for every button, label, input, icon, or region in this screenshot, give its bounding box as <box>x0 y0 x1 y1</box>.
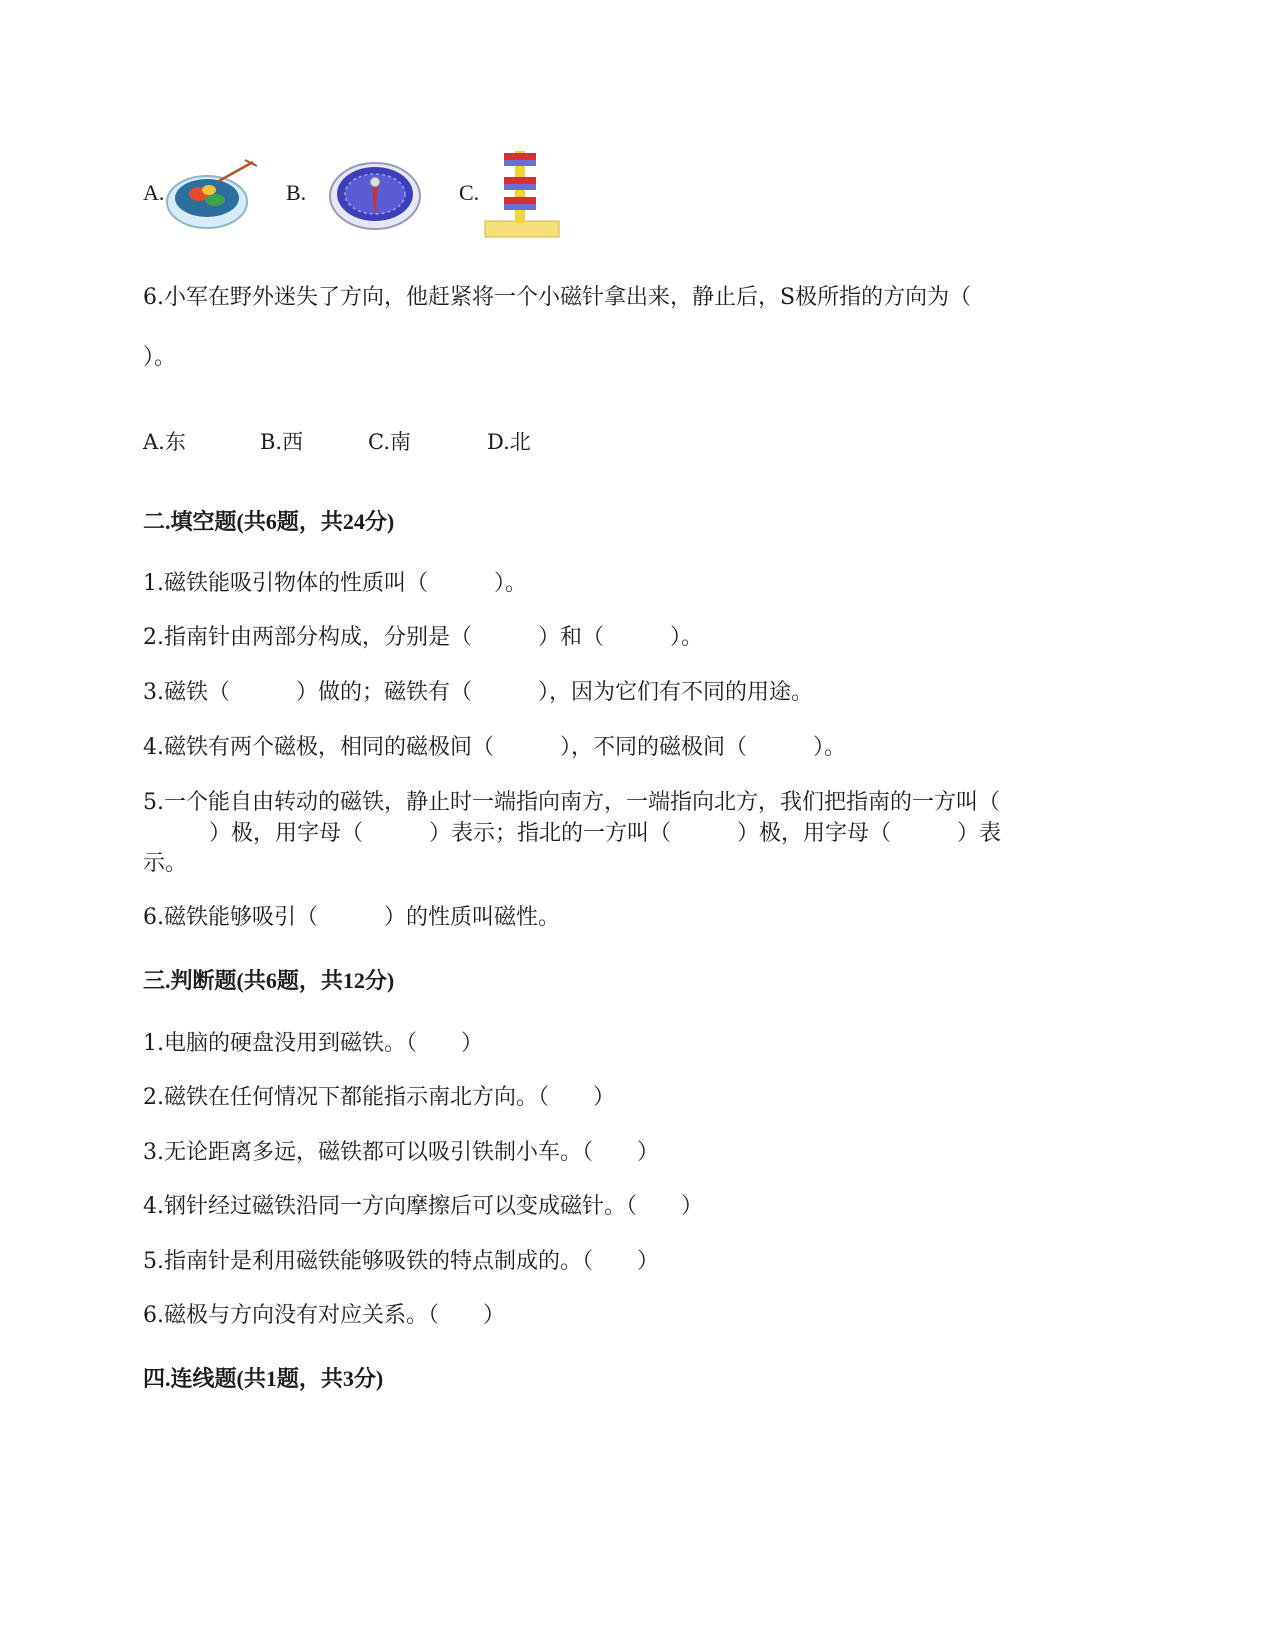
q6-option-c: C.南 <box>368 430 411 454</box>
question-6-line2: ）。 <box>143 345 177 370</box>
q6-option-a: A.东 <box>143 430 186 454</box>
judge-item-6: 6.磁极与方向没有对应关系。（ ） <box>143 1303 505 1328</box>
fill-item-6: 6.磁铁能够吸引（ ）的性质叫磁性。 <box>143 905 560 930</box>
option-c-label: C. <box>459 180 480 205</box>
judge-item-5: 5.指南针是利用磁铁能够吸铁的特点制成的。（ ） <box>143 1249 659 1274</box>
fill-item-5-line1: 5.一个能自由转动的磁铁，静止时一端指向南方，一端指向北方，我们把指南的一方叫（ <box>143 790 1000 815</box>
fill-item-4: 4.磁铁有两个磁极，相同的磁极间（ ），不同的磁极间（ ）。 <box>143 735 846 760</box>
section-4-title: 四.连线题(共1题，共3分) <box>143 1366 384 1391</box>
q6-option-d: D.北 <box>487 430 531 454</box>
section-3-title: 三.判断题(共6题，共12分) <box>143 968 395 993</box>
fill-item-5-line2: ）极，用字母（ ）表示；指北的一方叫（ ）极，用字母（ ）表 <box>143 821 1002 846</box>
fill-item-1: 1.磁铁能吸引物体的性质叫（ ）。 <box>143 571 527 596</box>
stacked-ring-magnets-icon <box>478 147 563 241</box>
compass-icon <box>328 152 423 234</box>
fill-item-5-line3: 示。 <box>143 851 188 876</box>
judge-item-4: 4.钢针经过磁铁沿同一方向摩擦后可以变成磁针。（ ） <box>143 1194 703 1219</box>
question-6-line1: 6.小军在野外迷失了方向，他赶紧将一个小磁针拿出来，静止后，S极所指的方向为（ <box>143 285 972 310</box>
judge-item-3: 3.无论距离多远，磁铁都可以吸引铁制小车。（ ） <box>143 1140 659 1165</box>
q6-option-b: B.西 <box>260 430 304 454</box>
judge-item-2: 2.磁铁在任何情况下都能指示南北方向。（ ） <box>143 1085 615 1110</box>
fill-item-3: 3.磁铁（ ）做的；磁铁有（ ），因为它们有不同的用途。 <box>143 680 813 705</box>
fill-item-2: 2.指南针由两部分构成，分别是（ ）和（ ）。 <box>143 625 703 650</box>
section-2-title: 二.填空题(共6题，共24分) <box>143 509 395 534</box>
magnet-floating-in-water-dish-icon <box>165 152 260 234</box>
judge-item-1: 1.电脑的硬盘没用到磁铁。（ ） <box>143 1031 483 1056</box>
option-a-label: A. <box>143 180 165 205</box>
option-b-label: B. <box>286 180 307 205</box>
